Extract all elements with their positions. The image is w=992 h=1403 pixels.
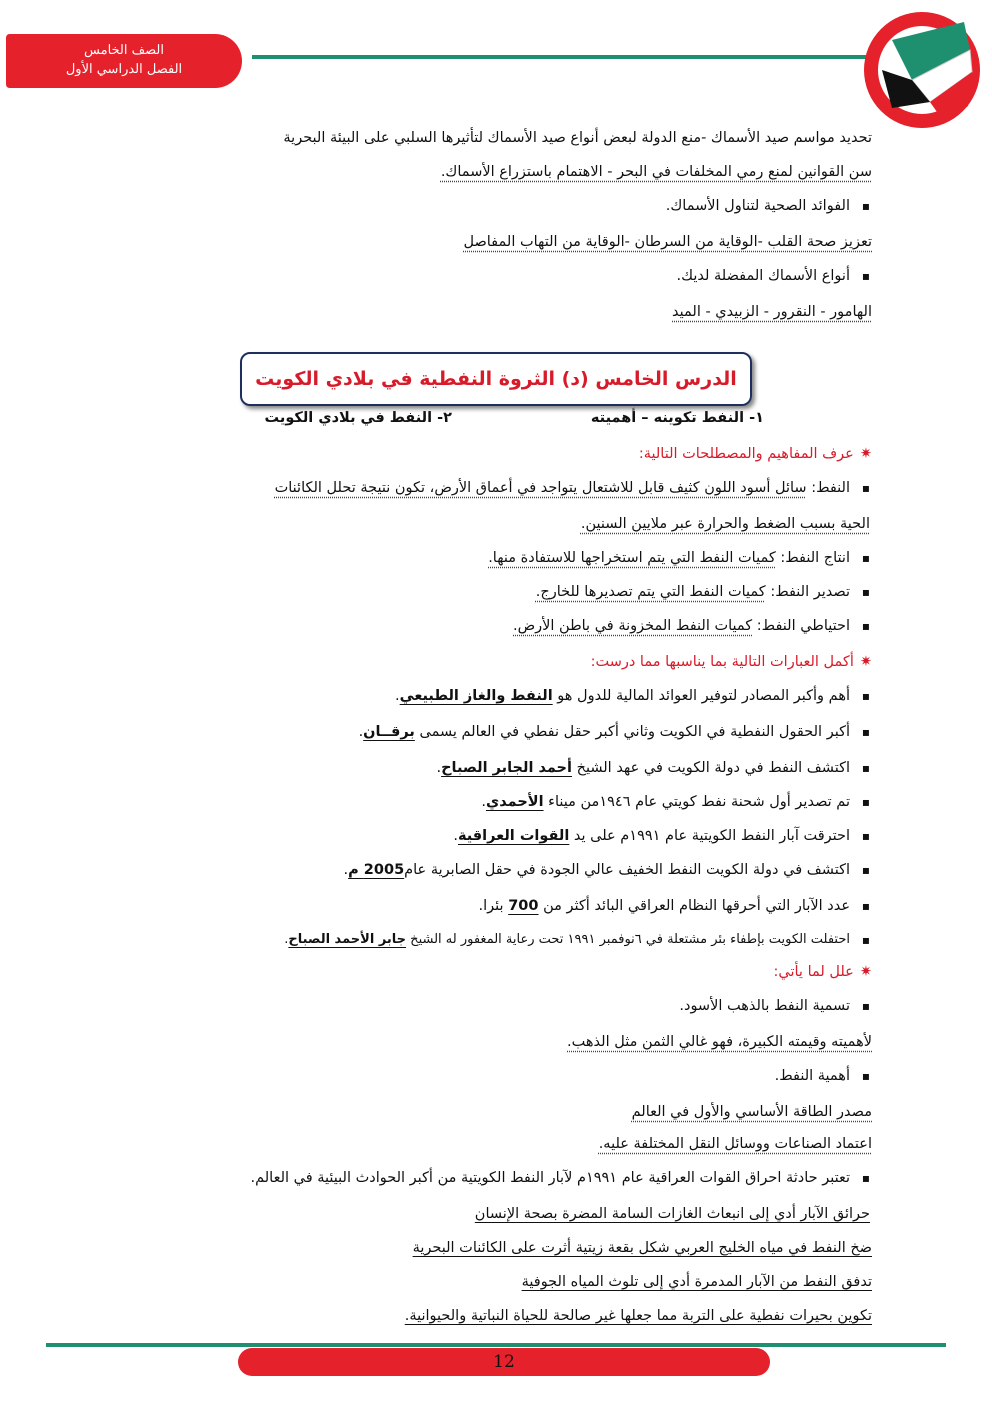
- lesson-title-box: [240, 352, 752, 406]
- explain-answer-3-line: حرائق الآبار أدي إلى انبعاث الغازات السامة المضرة بصحة الإنسان: [474, 1206, 870, 1222]
- define-item: ▪ تصدير النفط: كميات النفط التي يتم تصديرها للخارج.: [536, 582, 872, 602]
- define-item: ▪ النفط: سائل أسود اللون كثيف قابل للاشتعال يتواجد في أعماق الأرض، تكون نتيجة تحلل الكائنات: [275, 478, 872, 498]
- health-question: ▪ الفوائد الصحية لتناول الأسماك.: [666, 196, 872, 216]
- star-icon: ✷: [859, 964, 872, 980]
- kuwait-map-logo-icon: [852, 10, 982, 130]
- explain-question-3: ▪ تعتبر حادثة احراق القوات العراقية عام ١٩٩١م لآبار النفط الكويتية من أكبر الحوادث البيئية في العالم.: [251, 1168, 873, 1188]
- lesson-title: الدرس الخامس (د) الثروة النفطية في بلادي الكويت: [255, 368, 737, 390]
- topic-1: ١- النفط تكوينه – أهميته: [590, 410, 764, 426]
- complete-item: ▪ عدد الآبار التي أحرقها النظام العراقي البائد أكثر من 700 بئرا.: [479, 896, 872, 916]
- intro-line-1: تحديد مواسم صيد الأسماك -منع الدولة لبعض أنواع صيد الأسماك لتأثيرها السلبي على البيئة البحرية: [283, 130, 872, 146]
- health-answer: تعزيز صحة القلب -الوقاية من السرطان -الوقاية من التهاب المفاصل: [463, 234, 872, 250]
- grade-label: الصف الخامس: [84, 43, 164, 58]
- intro-line-2: سن القوانين لمنع رمي المخلفات في البحر - الاهتمام باستزراع الأسماك.: [440, 164, 872, 180]
- complete-heading: ✷أكمل العبارات التالية بما يناسبها مما درست:: [590, 654, 872, 670]
- explain-answer-3-line: ضخ النفط في مياه الخليج العربي شكل بقعة زيتية أثرت على الكائنات البحرية: [412, 1240, 872, 1256]
- star-icon: ✷: [859, 654, 872, 670]
- explain-heading: ✷علل لما يأتي:: [773, 964, 872, 980]
- page-number: 12: [493, 1352, 515, 1372]
- complete-item: ▪ اكتشف النفط في دولة الكويت في عهد الشيخ أحمد الجابر الصباح.: [436, 758, 872, 778]
- explain-answer-3-line: تكوين بحيرات نفطية على التربة مما جعلها غير صالحة للحياة النباتية والحيوانية.: [404, 1308, 872, 1324]
- topic-2: ٢- النفط في بلادي الكويت: [264, 410, 452, 426]
- define-heading: ✷عرف المفاهيم والمصطلحات التالية:: [638, 446, 872, 462]
- complete-item: ▪ تم تصدير أول شحنة نفط كويتي عام ١٩٤٦من ميناء الأحمدي.: [481, 792, 872, 812]
- header-badge: [6, 34, 242, 88]
- term-label: الفصل الدراسي الأول: [65, 62, 183, 77]
- page-number-badge: [238, 1348, 770, 1376]
- explain-answer-2a: مصدر الطاقة الأساسي والأول في العالم: [631, 1104, 872, 1120]
- complete-item: ▪ احترقت آبار النفط الكويتية عام ١٩٩١م على يد القوات العراقية.: [453, 826, 872, 846]
- explain-question-2: ▪ أهمية النفط.: [775, 1066, 872, 1086]
- define-item: ▪ انتاج النفط: كميات النفط التي يتم استخراجها للاستفادة منها.: [488, 548, 872, 568]
- types-answer: الهامور - النقرور - الزبيدي - الميد: [672, 304, 872, 320]
- complete-item: ▪ اكتشف في دولة الكويت النفط الخفيف عالي الجودة في حقل الصابرية عام2005 م.: [344, 860, 873, 880]
- define-item: ▪ احتياطي النفط: كميات النفط المخزونة في باطن الأرض.: [513, 616, 872, 636]
- header-divider: [252, 55, 872, 59]
- define-item-cont: الحية بسبب الضغط والحرارة عبر ملايين السنين.: [580, 516, 870, 532]
- explain-answer-2b: اعتماد الصناعات ووسائل النقل المختلفة عليه.: [598, 1136, 872, 1152]
- explain-answer-3-line: تدفق النفط من الآبار المدمرة أدي إلى تلوث المياه الجوفية: [521, 1274, 872, 1290]
- complete-item: ▪ أكبر الحقول النفطية في الكويت وثاني أكبر حقل نفطي في العالم يسمى برقــان.: [359, 722, 872, 742]
- footer-divider: [46, 1343, 946, 1347]
- complete-item: ▪ احتفلت الكويت بإطفاء بئر مشتعلة في ٦نوفمبر ١٩٩١ تحت رعاية المغفور له الشيخ جابر الأحمد الصباح.: [284, 930, 872, 950]
- types-question: ▪ أنواع الأسماك المفضلة لديك.: [677, 266, 872, 286]
- complete-item: ▪ أهم وأكبر المصادر لتوفير العوائد المالية للدول هو النفط والغاز الطبيعي.: [395, 686, 872, 706]
- explain-answer-1: لأهميته وقيمته الكبيرة، فهو غالي الثمن مثل الذهب.: [567, 1034, 872, 1050]
- explain-question-1: ▪ تسمية النفط بالذهب الأسود.: [679, 996, 872, 1016]
- star-icon: ✷: [859, 446, 872, 462]
